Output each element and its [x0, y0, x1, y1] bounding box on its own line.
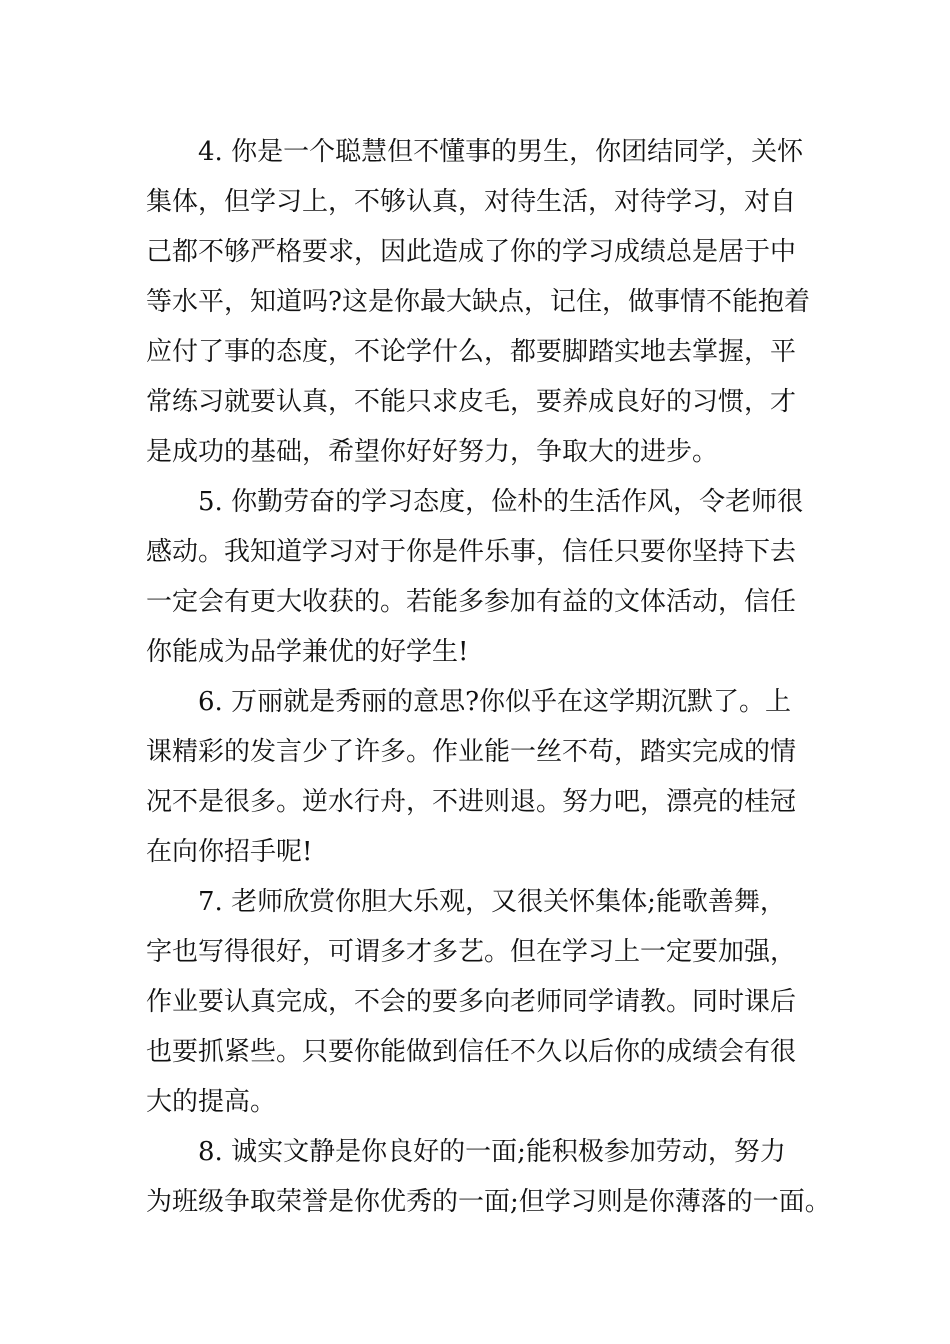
paragraph-4	[146, 127, 836, 477]
text-line: 集体，但学习上，不够认真，对待生活，对待学习，对自	[146, 187, 797, 217]
paragraph-5	[146, 477, 836, 677]
text-line: 应付了事的态度，不论学什么，都要脚踏实地去掌握，平	[146, 337, 797, 367]
text-line: 6. 万丽就是秀丽的意思?你似乎在这学期沉默了。上	[198, 687, 792, 717]
text-line: 8. 诚实文静是你良好的一面;能积极参加劳动，努力	[198, 1137, 786, 1167]
text-line: 等水平，知道吗?这是你最大缺点，记住，做事情不能抱着	[146, 287, 810, 317]
text-line: 作业要认真完成，不会的要多向老师同学请教。同时课后	[146, 987, 797, 1017]
text-line: 况不是很多。逆水行舟，不进则退。努力吧，漂亮的桂冠	[146, 787, 797, 817]
text-line: 7. 老师欣赏你胆大乐观，又很关怀集体;能歌善舞，	[198, 887, 786, 917]
text-line: 一定会有更大收获的。若能多参加有益的文体活动，信任	[146, 587, 797, 617]
document-body	[146, 127, 836, 1227]
text-line: 大的提高。	[146, 1087, 277, 1117]
text-line: 课精彩的发言少了许多。作业能一丝不苟，踏实完成的情	[146, 737, 797, 767]
text-line: 你能成为品学兼优的好学生!	[146, 637, 469, 667]
paragraph-7	[146, 877, 836, 1127]
text-line: 也要抓紧些。只要你能做到信任不久以后你的成绩会有很	[146, 1037, 797, 1067]
text-line: 感动。我知道学习对于你是件乐事，信任只要你坚持下去	[146, 537, 797, 567]
text-line: 是成功的基础，希望你好好努力，争取大的进步。	[146, 437, 719, 467]
text-line: 5. 你勤劳奋的学习态度，俭朴的生活作风，令老师很	[198, 487, 804, 517]
text-line: 常练习就要认真，不能只求皮毛，要养成良好的习惯，才	[146, 387, 797, 417]
text-line: 在向你招手呢!	[146, 837, 313, 867]
paragraph-6	[146, 677, 836, 877]
text-line: 字也写得很好，可谓多才多艺。但在学习上一定要加强，	[146, 937, 797, 967]
text-line: 4. 你是一个聪慧但不懂事的男生，你团结同学，关怀	[198, 137, 804, 167]
text-line: 己都不够严格要求，因此造成了你的学习成绩总是居于中	[146, 237, 797, 267]
text-line: 为班级争取荣誉是你优秀的一面;但学习则是你薄落的一面。	[146, 1187, 831, 1217]
paragraph-8	[146, 1127, 836, 1227]
